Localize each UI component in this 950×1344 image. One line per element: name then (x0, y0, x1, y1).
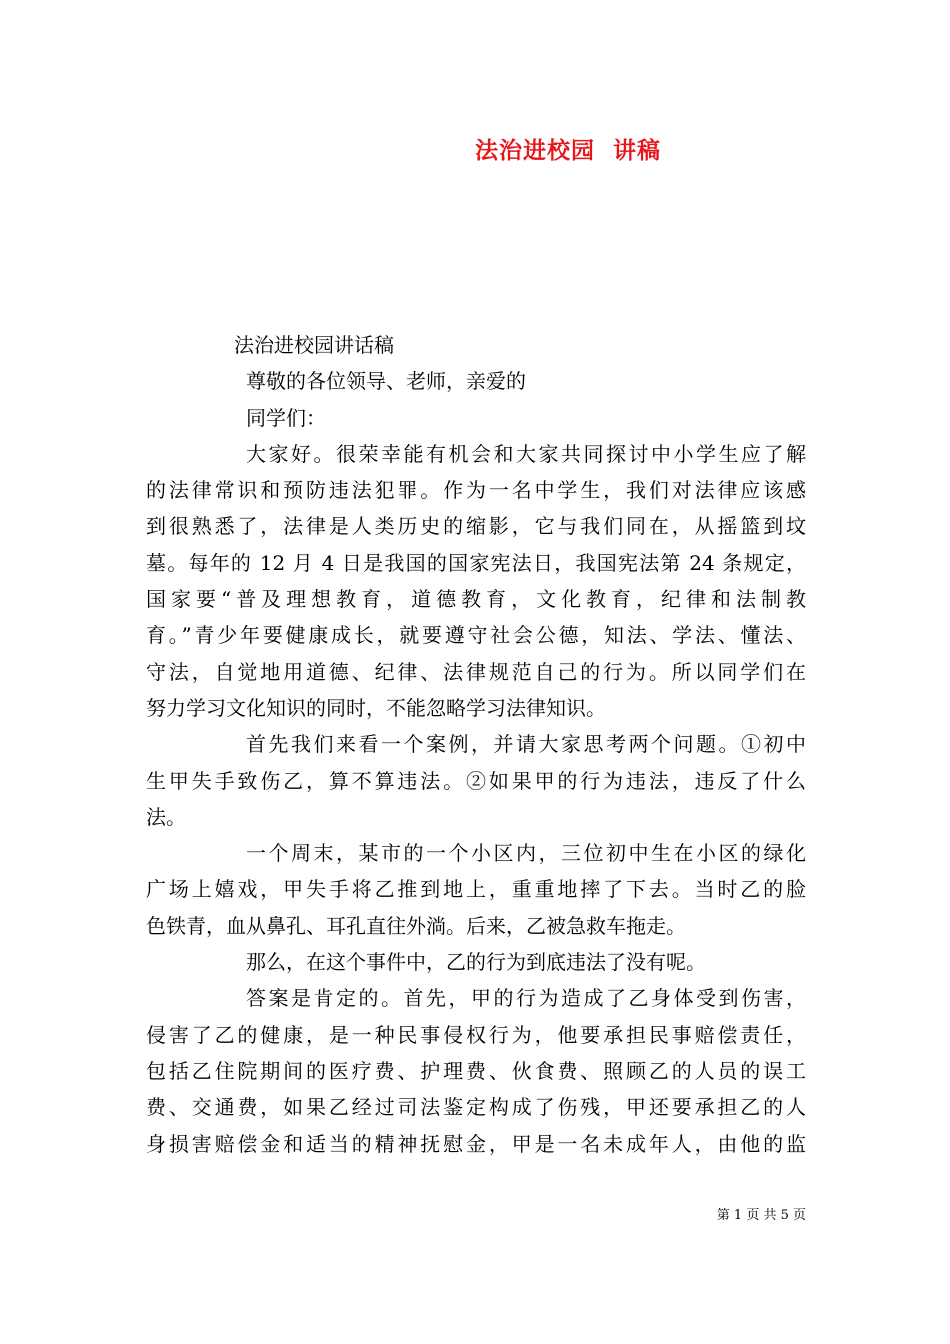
paragraph-line: 答案是肯定的。首先，甲的行为造成了乙身体受到伤害， (246, 986, 806, 1011)
paragraph-line: 努力学习文化知识的同时，不能忽略学习法律知识。 (146, 695, 606, 720)
document-body (146, 327, 806, 1162)
paragraph-line: 育。”青少年要健康成长，就要遵守社会公德，知法、学法、懂法、 (146, 623, 806, 648)
paragraph-line: 费、交通费，如果乙经过司法鉴定构成了伤残，甲还要承担乙的人 (146, 1095, 806, 1120)
paragraph-line: 到很熟悉了，法律是人类历史的缩影，它与我们同在，从摇篮到坟 (146, 514, 806, 539)
salutation-line: 尊敬的各位领导、老师，亲爱的 (246, 369, 526, 394)
paragraph-line: 色铁青，血从鼻孔、耳孔直往外淌。后来，乙被急救车拖走。 (146, 913, 686, 938)
paragraph-line: 大家好。很荣幸能有机会和大家共同探讨中小学生应了解 (246, 441, 806, 466)
paragraph-line: 侵害了乙的健康，是一种民事侵权行为，他要承担民事赔偿责任， (146, 1022, 806, 1047)
paragraph-line: 墓。每年的 12 月 4 日是我国的国家宪法日，我国宪法第 24 条规定， (146, 550, 806, 575)
paragraph-line: 那么，在这个事件中，乙的行为到底违法了没有呢。 (246, 950, 706, 975)
page-number: 第 1 页 共 5 页 (716, 1208, 806, 1223)
paragraph-line: 生甲失手致伤乙，算不算违法。②如果甲的行为违法，违反了什么 (146, 768, 806, 793)
paragraph-line: 国家要“普及理想教育，道德教育，文化教育，纪律和法制教 (146, 587, 806, 612)
speech-heading: 法治进校园讲话稿 (234, 333, 394, 357)
paragraph-line: 守法，自觉地用道德、纪律、法律规范自己的行为。所以同学们在 (146, 659, 806, 684)
document-title: 法治进校园 讲稿 (474, 138, 661, 164)
paragraph-line: 法。 (146, 804, 186, 829)
paragraph-line: 的法律常识和预防违法犯罪。作为一名中学生，我们对法律应该感 (146, 478, 806, 503)
salutation-line: 同学们： (246, 405, 326, 430)
paragraph-line: 身损害赔偿金和适当的精神抚慰金，甲是一名未成年人，由他的监 (146, 1131, 806, 1156)
paragraph-line: 广场上嬉戏，甲失手将乙推到地上，重重地摔了下去。当时乙的脸 (146, 877, 806, 902)
paragraph-line: 首先我们来看一个案例，并请大家思考两个问题。①初中 (246, 732, 806, 757)
paragraph-line: 一个周末，某市的一个小区内，三位初中生在小区的绿化 (246, 841, 806, 866)
paragraph-line: 包括乙住院期间的医疗费、护理费、伙食费、照顾乙的人员的误工 (146, 1058, 806, 1083)
